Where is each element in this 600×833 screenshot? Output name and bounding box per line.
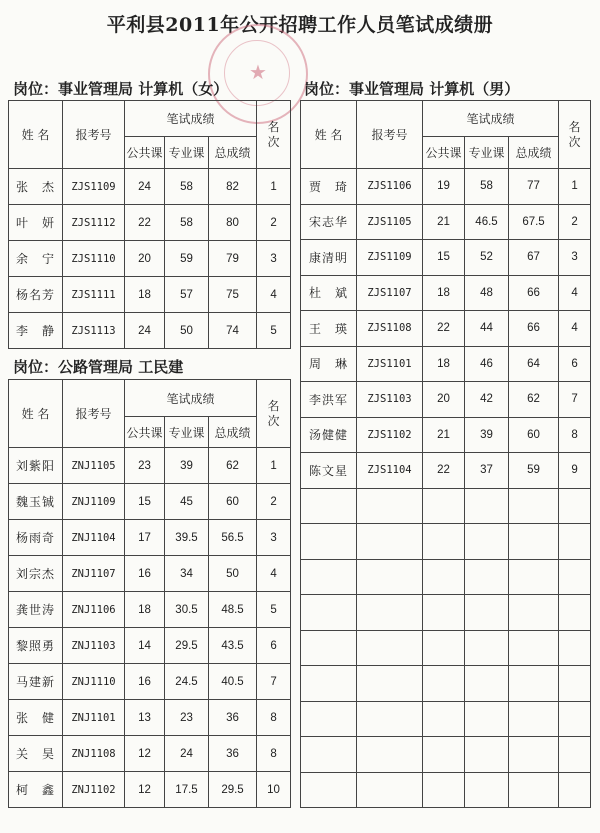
cell-name: 刘宗杰	[9, 556, 63, 592]
empty-cell	[465, 772, 509, 808]
cell-rank: 3	[559, 240, 591, 276]
cell-public: 19	[423, 169, 465, 205]
empty-cell	[559, 488, 591, 524]
cell-major: 29.5	[165, 628, 209, 664]
empty-cell	[301, 772, 357, 808]
empty-row	[301, 524, 591, 560]
table-row	[9, 520, 291, 556]
table-row	[9, 277, 291, 313]
cell-major: 30.5	[165, 592, 209, 628]
document-title: 平利县2011年公开招聘工作人员笔试成绩册	[106, 14, 494, 36]
cell-name: 杨雨奇	[9, 520, 63, 556]
cell-major: 39.5	[165, 520, 209, 556]
cell-rank: 8	[257, 700, 291, 736]
cell-rank: 1	[257, 169, 291, 205]
cell-total: 36	[209, 736, 257, 772]
empty-cell	[301, 524, 357, 560]
header-exam-no: 报考号	[63, 101, 125, 169]
cell-exam-no: ZNJ1109	[63, 484, 125, 520]
cell-public: 18	[125, 277, 165, 313]
cell-exam-no: ZNJ1108	[63, 736, 125, 772]
cell-exam-no: ZNJ1103	[63, 628, 125, 664]
empty-cell	[357, 772, 423, 808]
cell-public: 21	[423, 417, 465, 453]
table-row	[301, 275, 591, 311]
cell-total: 82	[209, 169, 257, 205]
cell-public: 13	[125, 700, 165, 736]
table-row	[9, 664, 291, 700]
cell-rank: 5	[257, 313, 291, 349]
empty-cell	[423, 488, 465, 524]
table-row	[9, 628, 291, 664]
cell-rank: 9	[559, 453, 591, 489]
cell-exam-no: ZJS1107	[357, 275, 423, 311]
cell-exam-no: ZJS1104	[357, 453, 423, 489]
cell-total: 48.5	[209, 592, 257, 628]
cell-total: 75	[209, 277, 257, 313]
cell-major: 37	[465, 453, 509, 489]
empty-cell	[465, 524, 509, 560]
empty-cell	[509, 488, 559, 524]
cell-total: 64	[509, 346, 559, 382]
empty-cell	[423, 772, 465, 808]
cell-exam-no: ZJS1113	[63, 313, 125, 349]
cell-major: 23	[165, 700, 209, 736]
cell-exam-no: ZJS1106	[357, 169, 423, 205]
cell-total: 29.5	[209, 772, 257, 808]
header-name: 姓 名	[9, 101, 63, 169]
cell-name: 王 瑛	[301, 311, 357, 347]
header-total: 总成绩	[209, 137, 257, 169]
cell-rank: 8	[257, 736, 291, 772]
cell-rank: 4	[257, 556, 291, 592]
cell-total: 74	[209, 313, 257, 349]
score-table-computer-female	[8, 100, 291, 349]
header-exam-no: 报考号	[63, 380, 125, 448]
cell-public: 22	[125, 205, 165, 241]
cell-major: 39	[465, 417, 509, 453]
cell-total: 66	[509, 311, 559, 347]
empty-cell	[423, 595, 465, 631]
cell-major: 59	[165, 241, 209, 277]
empty-cell	[357, 737, 423, 773]
empty-row	[301, 630, 591, 666]
score-table-highway-civil	[8, 379, 291, 808]
empty-cell	[465, 595, 509, 631]
table-row	[301, 311, 591, 347]
cell-name: 龚世涛	[9, 592, 63, 628]
cell-name: 张 杰	[9, 169, 63, 205]
empty-cell	[301, 559, 357, 595]
cell-total: 36	[209, 700, 257, 736]
cell-public: 14	[125, 628, 165, 664]
cell-name: 黎照勇	[9, 628, 63, 664]
cell-public: 18	[423, 346, 465, 382]
table-row	[9, 241, 291, 277]
cell-exam-no: ZJS1110	[63, 241, 125, 277]
cell-public: 15	[125, 484, 165, 520]
cell-total: 79	[209, 241, 257, 277]
cell-rank: 7	[559, 382, 591, 418]
cell-total: 43.5	[209, 628, 257, 664]
cell-public: 18	[423, 275, 465, 311]
cell-total: 56.5	[209, 520, 257, 556]
empty-cell	[509, 666, 559, 702]
cell-rank: 3	[257, 520, 291, 556]
empty-cell	[423, 737, 465, 773]
cell-public: 18	[125, 592, 165, 628]
empty-row	[301, 737, 591, 773]
cell-major: 44	[465, 311, 509, 347]
cell-total: 50	[209, 556, 257, 592]
table-row	[301, 346, 591, 382]
table-row	[9, 556, 291, 592]
cell-exam-no: ZJS1109	[357, 240, 423, 276]
cell-total: 67.5	[509, 204, 559, 240]
header-total: 总成绩	[509, 137, 559, 169]
cell-public: 22	[423, 453, 465, 489]
empty-cell	[559, 630, 591, 666]
cell-major: 46	[465, 346, 509, 382]
cell-total: 77	[509, 169, 559, 205]
cell-public: 16	[125, 664, 165, 700]
cell-name: 贾 琦	[301, 169, 357, 205]
empty-cell	[423, 701, 465, 737]
empty-cell	[465, 559, 509, 595]
cell-rank: 2	[257, 484, 291, 520]
header-written-score: 笔试成绩	[125, 101, 257, 137]
cell-rank: 8	[559, 417, 591, 453]
cell-total: 62	[209, 448, 257, 484]
cell-major: 24	[165, 736, 209, 772]
header-name: 姓 名	[301, 101, 357, 169]
header-public: 公共课	[125, 417, 165, 448]
cell-rank: 2	[559, 204, 591, 240]
cell-rank: 7	[257, 664, 291, 700]
cell-exam-no: ZJS1108	[357, 311, 423, 347]
empty-cell	[509, 630, 559, 666]
cell-public: 20	[423, 382, 465, 418]
cell-total: 62	[509, 382, 559, 418]
table-row	[9, 700, 291, 736]
empty-cell	[357, 630, 423, 666]
empty-cell	[509, 701, 559, 737]
header-major: 专业课	[465, 137, 509, 169]
cell-major: 39	[165, 448, 209, 484]
empty-row	[301, 488, 591, 524]
cell-exam-no: ZJS1105	[357, 204, 423, 240]
table-row	[9, 448, 291, 484]
score-table-computer-male	[300, 100, 591, 808]
cell-rank: 1	[257, 448, 291, 484]
cell-public: 22	[423, 311, 465, 347]
empty-cell	[559, 772, 591, 808]
cell-name: 陈文星	[301, 453, 357, 489]
table-row	[301, 382, 591, 418]
empty-cell	[465, 737, 509, 773]
table-row	[301, 169, 591, 205]
table-row	[9, 313, 291, 349]
empty-cell	[423, 666, 465, 702]
table-row	[9, 205, 291, 241]
cell-name: 余 宁	[9, 241, 63, 277]
empty-cell	[559, 701, 591, 737]
cell-rank: 5	[257, 592, 291, 628]
cell-major: 50	[165, 313, 209, 349]
empty-cell	[559, 559, 591, 595]
cell-public: 21	[423, 204, 465, 240]
cell-exam-no: ZNJ1102	[63, 772, 125, 808]
cell-public: 17	[125, 520, 165, 556]
cell-name: 杜 斌	[301, 275, 357, 311]
cell-name: 康清明	[301, 240, 357, 276]
cell-major: 58	[465, 169, 509, 205]
cell-public: 12	[125, 772, 165, 808]
empty-cell	[509, 595, 559, 631]
cell-exam-no: ZJS1112	[63, 205, 125, 241]
header-public: 公共课	[125, 137, 165, 169]
cell-public: 15	[423, 240, 465, 276]
cell-rank: 1	[559, 169, 591, 205]
empty-row	[301, 701, 591, 737]
empty-cell	[465, 666, 509, 702]
table-row	[9, 592, 291, 628]
header-written-score: 笔试成绩	[423, 101, 559, 137]
empty-cell	[559, 737, 591, 773]
cell-rank: 4	[559, 311, 591, 347]
cell-name: 魏玉铖	[9, 484, 63, 520]
empty-cell	[301, 701, 357, 737]
empty-cell	[357, 524, 423, 560]
empty-cell	[301, 595, 357, 631]
header-major: 专业课	[165, 417, 209, 448]
header-rank: 名 次	[559, 101, 591, 169]
header-exam-no: 报考号	[357, 101, 423, 169]
header-rank: 名 次	[257, 380, 291, 448]
cell-public: 16	[125, 556, 165, 592]
cell-rank: 4	[559, 275, 591, 311]
cell-name: 宋志华	[301, 204, 357, 240]
cell-rank: 6	[257, 628, 291, 664]
cell-major: 52	[465, 240, 509, 276]
empty-cell	[559, 524, 591, 560]
table-row	[9, 169, 291, 205]
cell-total: 59	[509, 453, 559, 489]
empty-cell	[357, 488, 423, 524]
empty-cell	[301, 666, 357, 702]
cell-public: 23	[125, 448, 165, 484]
cell-name: 柯 鑫	[9, 772, 63, 808]
table-row	[301, 240, 591, 276]
header-major: 专业课	[165, 137, 209, 169]
cell-public: 24	[125, 313, 165, 349]
empty-cell	[559, 595, 591, 631]
official-seal: ★	[208, 24, 308, 124]
cell-rank: 10	[257, 772, 291, 808]
cell-name: 李洪军	[301, 382, 357, 418]
cell-exam-no: ZNJ1107	[63, 556, 125, 592]
header-name: 姓 名	[9, 380, 63, 448]
cell-rank: 2	[257, 205, 291, 241]
empty-cell	[509, 524, 559, 560]
empty-cell	[509, 772, 559, 808]
cell-total: 66	[509, 275, 559, 311]
empty-cell	[465, 701, 509, 737]
empty-cell	[423, 559, 465, 595]
cell-major: 58	[165, 169, 209, 205]
empty-row	[301, 666, 591, 702]
empty-cell	[509, 737, 559, 773]
cell-rank: 4	[257, 277, 291, 313]
empty-cell	[301, 630, 357, 666]
cell-major: 17.5	[165, 772, 209, 808]
empty-cell	[357, 701, 423, 737]
empty-cell	[559, 666, 591, 702]
cell-major: 46.5	[465, 204, 509, 240]
cell-public: 20	[125, 241, 165, 277]
cell-exam-no: ZJS1111	[63, 277, 125, 313]
cell-name: 马建新	[9, 664, 63, 700]
cell-major: 58	[165, 205, 209, 241]
section-heading-computer-male: 岗位：事业管理局 计算机（男）	[304, 80, 520, 98]
cell-total: 60	[509, 417, 559, 453]
cell-exam-no: ZJS1103	[357, 382, 423, 418]
empty-cell	[357, 595, 423, 631]
cell-exam-no: ZJS1109	[63, 169, 125, 205]
table-row	[301, 417, 591, 453]
cell-name: 刘紫阳	[9, 448, 63, 484]
empty-cell	[465, 630, 509, 666]
empty-row	[301, 772, 591, 808]
cell-name: 汤健健	[301, 417, 357, 453]
header-written-score: 笔试成绩	[125, 380, 257, 417]
table-row	[9, 736, 291, 772]
empty-cell	[357, 666, 423, 702]
empty-row	[301, 559, 591, 595]
cell-total: 80	[209, 205, 257, 241]
header-rank: 名 次	[257, 101, 291, 169]
table-row	[301, 204, 591, 240]
cell-rank: 6	[559, 346, 591, 382]
cell-exam-no: ZNJ1101	[63, 700, 125, 736]
empty-cell	[423, 524, 465, 560]
empty-cell	[357, 559, 423, 595]
cell-exam-no: ZJS1102	[357, 417, 423, 453]
table-row	[9, 772, 291, 808]
cell-major: 24.5	[165, 664, 209, 700]
cell-major: 42	[465, 382, 509, 418]
cell-exam-no: ZNJ1105	[63, 448, 125, 484]
cell-total: 67	[509, 240, 559, 276]
empty-cell	[301, 488, 357, 524]
header-total: 总成绩	[209, 417, 257, 448]
cell-name: 张 健	[9, 700, 63, 736]
table-row	[9, 484, 291, 520]
empty-cell	[301, 737, 357, 773]
cell-major: 57	[165, 277, 209, 313]
cell-name: 叶 妍	[9, 205, 63, 241]
empty-cell	[423, 630, 465, 666]
cell-name: 关 昊	[9, 736, 63, 772]
table-row	[301, 453, 591, 489]
cell-rank: 3	[257, 241, 291, 277]
cell-exam-no: ZNJ1104	[63, 520, 125, 556]
cell-exam-no: ZJS1101	[357, 346, 423, 382]
empty-cell	[465, 488, 509, 524]
cell-exam-no: ZNJ1110	[63, 664, 125, 700]
section-heading-highway-civil: 岗位：公路管理局 工民建	[13, 358, 184, 376]
cell-name: 李 静	[9, 313, 63, 349]
cell-major: 48	[465, 275, 509, 311]
section-heading-computer-female: 岗位：事业管理局 计算机（女）	[13, 80, 229, 98]
cell-name: 杨名芳	[9, 277, 63, 313]
cell-major: 45	[165, 484, 209, 520]
header-public: 公共课	[423, 137, 465, 169]
cell-major: 34	[165, 556, 209, 592]
empty-row	[301, 595, 591, 631]
cell-total: 60	[209, 484, 257, 520]
empty-cell	[509, 559, 559, 595]
cell-public: 24	[125, 169, 165, 205]
cell-public: 12	[125, 736, 165, 772]
cell-exam-no: ZNJ1106	[63, 592, 125, 628]
cell-name: 周 琳	[301, 346, 357, 382]
cell-total: 40.5	[209, 664, 257, 700]
